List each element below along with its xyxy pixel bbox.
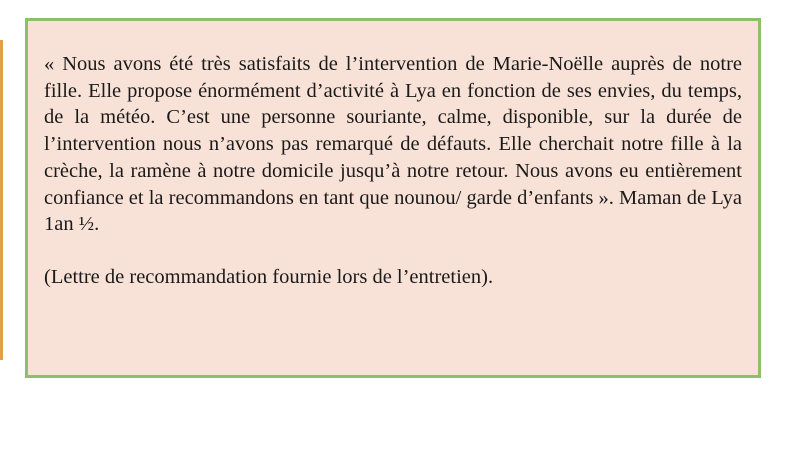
testimonial-source-note: (Lettre de recommandation fournie lors de l’entretien). [44, 265, 494, 288]
left-accent-bar [0, 40, 3, 360]
testimonial-quote: « Nous avons été très satisfaits de l’intervention de Marie-Noëlle auprès de notre fille. Elle propose énormément d’activité à Lya en fonction de ses envies, du temps, de la météo. C’est une personne souriante, calme, disponible, sur la durée de l’intervention nous n’avons pas remarqué de défauts. Elle cherchait notre fille à la crèche, la ramène à notre domicile jusqu’à notre retour. Nous avons eu entièrement confiance et la recommandons en tant que nounou/ garde d’enfants ». Maman de Lya 1an ½. [44, 53, 742, 236]
testimonial-box [25, 18, 761, 378]
